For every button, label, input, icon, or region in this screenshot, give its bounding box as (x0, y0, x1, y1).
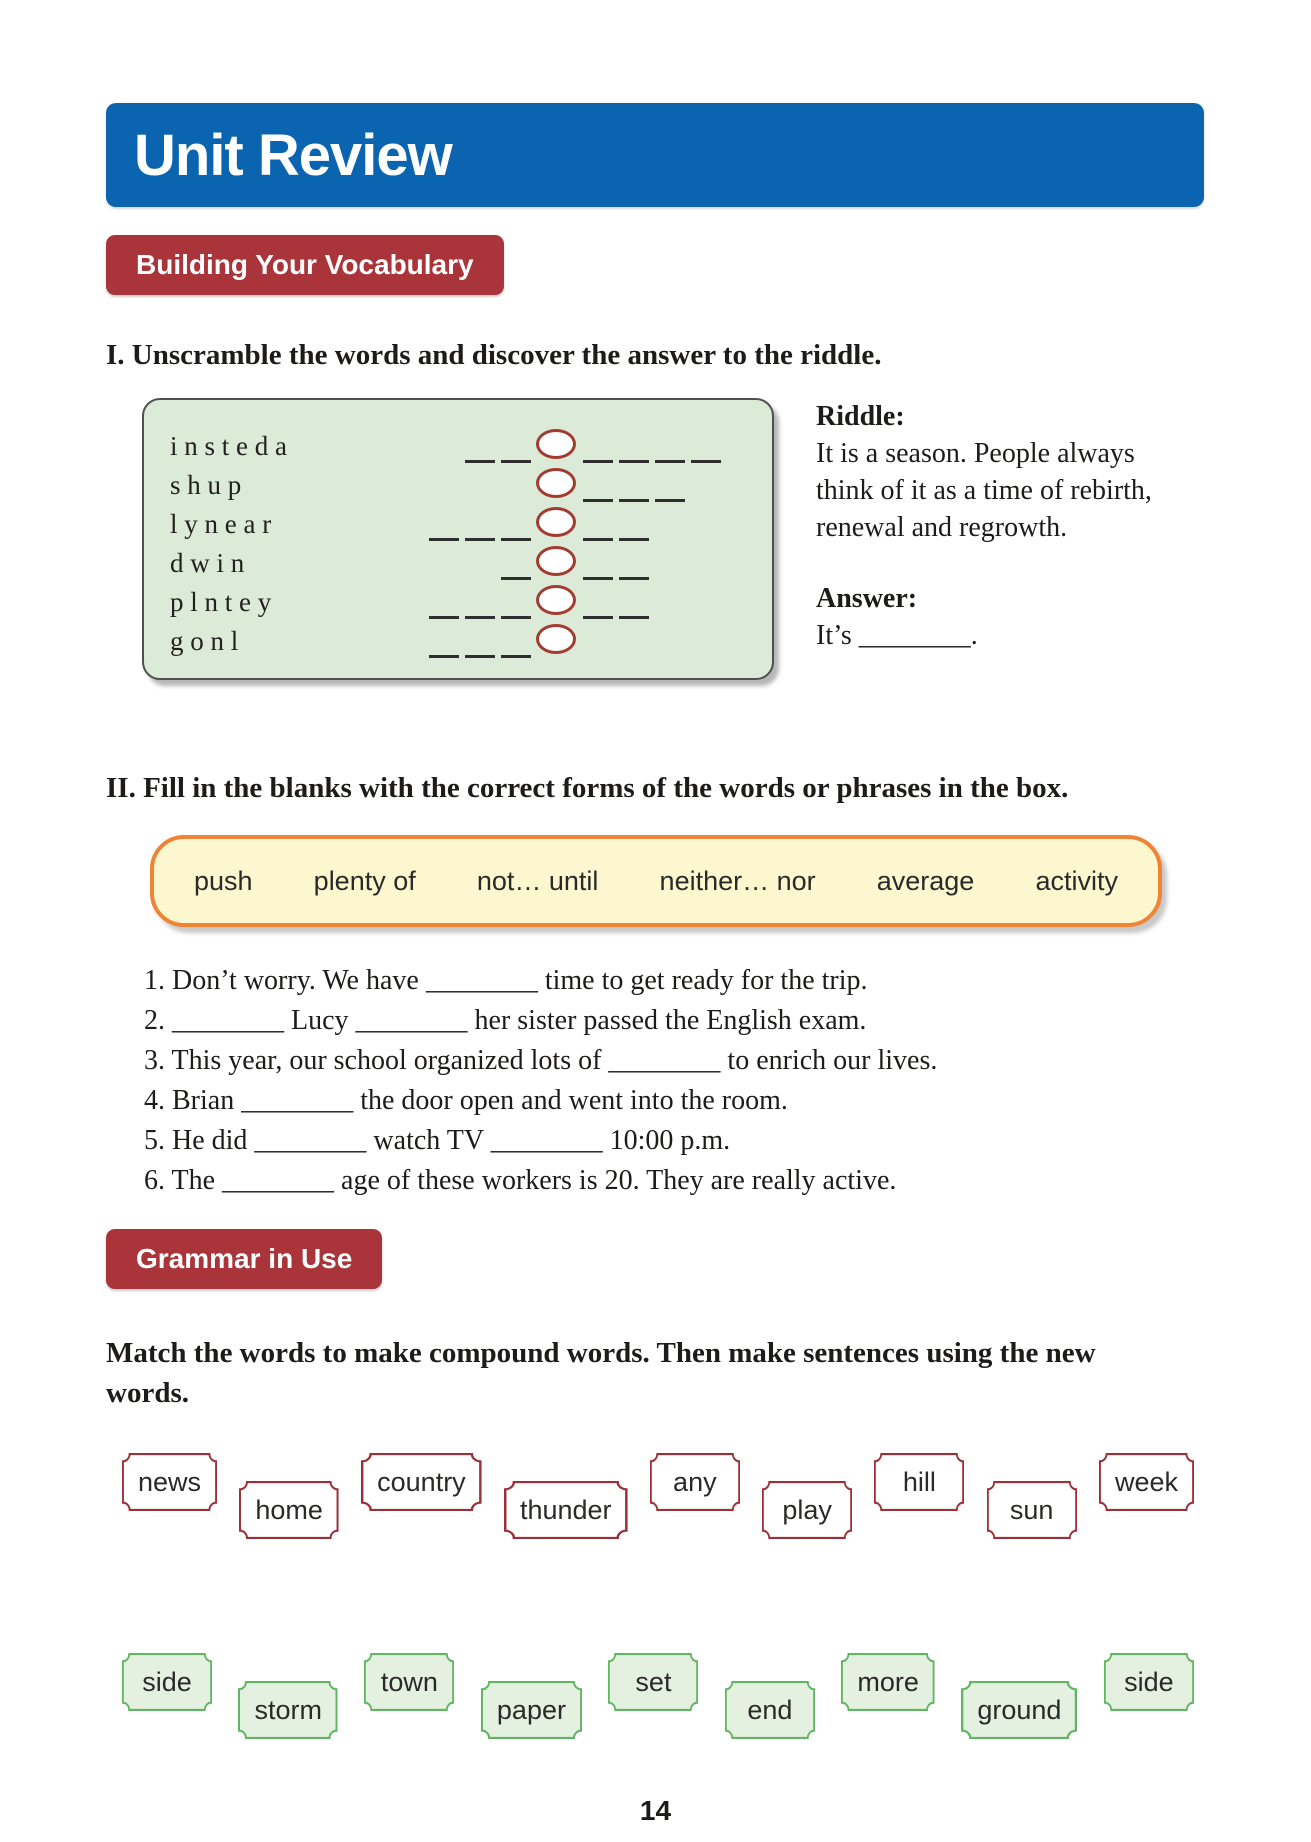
letter-blank (465, 537, 495, 541)
riddle-line: think of it as a time of rebirth, (816, 475, 1152, 506)
tile-label: end (747, 1694, 793, 1725)
grammar-section-badge: Grammar in Use (106, 1229, 382, 1289)
scrambled-word: g o n l (170, 626, 239, 656)
answer-circle (536, 429, 576, 459)
word-tile (762, 1481, 852, 1539)
answer-circle (536, 624, 576, 654)
blanks-before (402, 459, 534, 463)
sentence: 1. Don’t worry. We have ________ time to get ready for the trip. (144, 965, 868, 996)
answer-circle (536, 468, 576, 498)
tile-label: play (782, 1494, 832, 1525)
scrambled-word: d w i n (170, 548, 245, 578)
scramble-row (170, 424, 746, 463)
tile-label: ground (977, 1694, 1062, 1725)
word-bank-item: average (876, 865, 975, 896)
letter-blank (583, 459, 613, 463)
scrambled-word: i n s t e d a (170, 431, 287, 461)
tile-label: storm (254, 1694, 322, 1725)
word-tile (961, 1681, 1077, 1739)
tile-label: paper (496, 1694, 566, 1725)
tile-label: week (1114, 1466, 1178, 1497)
scrambled-word: l y n e a r (170, 509, 272, 539)
blanks-before (402, 537, 534, 541)
tile-label: thunder (519, 1494, 612, 1525)
word-tile (987, 1481, 1077, 1539)
letter-blank (619, 576, 649, 580)
page-title: Unit Review (134, 122, 452, 188)
scramble-row (170, 541, 746, 580)
letter-blank (619, 537, 649, 541)
sentence: 4. Brian ________ the door open and went into the room. (144, 1085, 788, 1116)
letter-blank (429, 537, 459, 541)
tile-label: side (1124, 1666, 1174, 1697)
letter-blank (465, 459, 495, 463)
word-bank-item: neither… nor (659, 865, 816, 896)
letter-blank (501, 537, 531, 541)
word-tile (504, 1481, 628, 1539)
tile-label: news (138, 1466, 202, 1497)
scrambled-word: s h u p (170, 470, 242, 500)
riddle-label: Riddle: (816, 401, 905, 432)
letter-blank (501, 654, 531, 658)
letter-blank (465, 615, 495, 619)
word-tile (841, 1653, 935, 1711)
word-tile (238, 1681, 338, 1739)
letter-blank (619, 615, 649, 619)
riddle-line: renewal and regrowth. (816, 512, 1068, 543)
blanks-before (402, 615, 534, 619)
word-tile (608, 1653, 698, 1711)
word-tile (725, 1681, 815, 1739)
answer-circle (536, 585, 576, 615)
tile-label: sun (1009, 1494, 1054, 1525)
exercise1-body (142, 398, 1205, 680)
word-tile (122, 1653, 212, 1711)
letter-blank (583, 615, 613, 619)
answer-circle (536, 507, 576, 537)
blanks-after (580, 459, 746, 463)
word-bank-item: plenty of (313, 865, 416, 896)
answer-circle (536, 546, 576, 576)
riddle-line: It is a season. People always (816, 438, 1135, 469)
blanks-after (580, 615, 746, 619)
blanks-before (402, 654, 534, 658)
page-number: 14 (639, 1795, 672, 1826)
answer-label: Answer: (816, 583, 918, 614)
letter-blank (619, 459, 649, 463)
vocab-section-badge: Building Your Vocabulary (106, 235, 504, 295)
word-tile (122, 1453, 217, 1511)
letter-blank (655, 459, 685, 463)
letter-blank (465, 654, 495, 658)
letter-blank (583, 498, 613, 502)
scramble-row (170, 502, 746, 541)
word-bank-item: activity (1035, 865, 1118, 896)
compound-tile-row-top (122, 1453, 1194, 1569)
grammar-instruction: Match the words to make compound words. Then make sentences using the new words. (106, 1337, 1096, 1409)
word-tile (481, 1681, 582, 1739)
word-tile (361, 1453, 482, 1511)
word-tile (239, 1481, 339, 1539)
word-tile (650, 1453, 740, 1511)
word-bank-item: push (194, 865, 253, 896)
letter-blank (429, 615, 459, 619)
sentence-list (144, 961, 1205, 1201)
scramble-panel (142, 398, 774, 680)
letter-blank (655, 498, 685, 502)
exercise1-heading: I. Unscramble the words and discover the answer to the riddle. (106, 339, 882, 371)
blanks-after (580, 576, 746, 580)
sentence: 2. ________ Lucy ________ her sister passed the English exam. (144, 1005, 867, 1036)
letter-blank (429, 654, 459, 658)
sentence: 3. This year, our school organized lots of ________ to enrich our lives. (144, 1045, 938, 1076)
word-bank (150, 835, 1162, 927)
letter-blank (583, 537, 613, 541)
exercise2-heading: II. Fill in the blanks with the correct forms of the words or phrases in the box. (106, 772, 1069, 804)
tile-label: country (377, 1466, 466, 1497)
scramble-row (170, 580, 746, 619)
letter-blank (501, 459, 531, 463)
blanks-before (402, 576, 534, 580)
tile-label: hill (902, 1466, 936, 1497)
tile-label: home (255, 1494, 323, 1525)
scrambled-word: p l n t e y (170, 587, 272, 617)
blanks-after (580, 498, 746, 502)
compound-tile-row-bottom (122, 1653, 1194, 1769)
riddle-block (816, 398, 1152, 680)
scramble-row (170, 463, 746, 502)
letter-blank (501, 615, 531, 619)
riddle-lines (816, 435, 1152, 546)
word-bank-item: not… until (476, 865, 599, 896)
word-tile (1099, 1453, 1194, 1511)
letter-blank (619, 498, 649, 502)
tile-label: side (142, 1666, 192, 1697)
letter-blank (583, 576, 613, 580)
scramble-row (170, 619, 746, 658)
word-tile (1104, 1653, 1194, 1711)
tile-label: set (635, 1666, 672, 1697)
sentence: 5. He did ________ watch TV ________ 10:00 p.m. (144, 1125, 731, 1156)
word-tile (874, 1453, 964, 1511)
tile-label: any (673, 1466, 717, 1497)
letter-blank (501, 576, 531, 580)
word-tile (364, 1653, 454, 1711)
sentence: 6. The ________ age of these workers is 20. They are really active. (144, 1165, 897, 1196)
tile-label: town (380, 1666, 438, 1697)
unit-header (106, 103, 1204, 207)
letter-blank (691, 459, 721, 463)
blanks-after (580, 537, 746, 541)
tile-label: more (857, 1666, 919, 1697)
answer-blank-line: It’s ________. (816, 620, 978, 651)
